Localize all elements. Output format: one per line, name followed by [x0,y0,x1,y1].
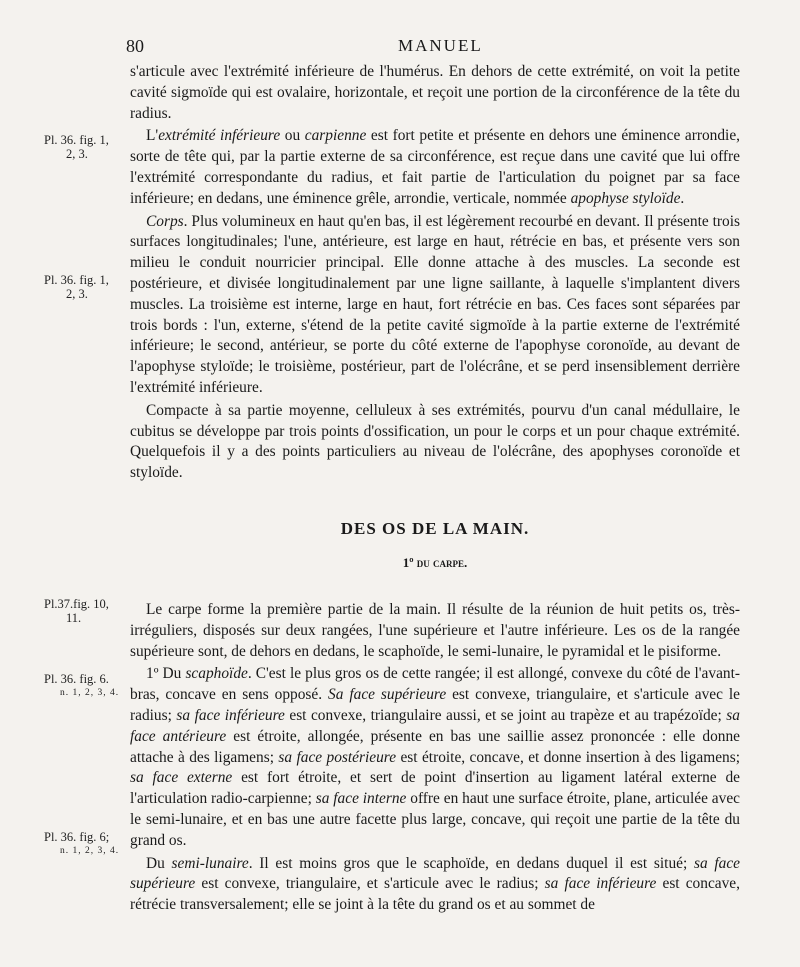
margin-note [44,273,126,301]
margin-note-line: Pl. 36. fig. 1, [44,273,109,287]
paragraph: Compacte à sa partie moyenne, celluleux à ses extrémités, pourvu d'un canal médullaire, le cubitus se développe par trois points d'ossification, un pour le corps et un pour chaque extrémité. Quelquefois il y a des points particuliers au niveau de l'olécrâne, des apophyses coronoïde et styloïde. [130,401,740,482]
margin-note-line: Pl. 36. fig. 6; [44,830,110,844]
margin-note [44,672,126,700]
margin-note-line: 2, 3. [66,287,88,301]
paragraph: L'extrémité inférieure ou carpienne est fort petite et présente en dehors une éminence arrondie, sorte de tête qui, par la partie externe de sa circonférence, est reçue dans une cavité que lui offre l'extrémité correspondante du radius, et fait partie de l'articulation du poignet par sa face inférieure; en dedans, une éminence grêle, arrondie, verticale, nommée apophyse styloïde. [130,127,741,207]
subsection-heading: 1º du carpe. [402,554,468,570]
paragraph: s'articule avec l'extrémité inférieure de l'humérus. En dehors de cette extrémité, on voit la petite cavité sigmoïde qui est ovalaire, horizontale, et reçoit une portion de la circonférence de la tête du radius. [130,63,740,122]
paragraph: Du semi-lunaire. Il est moins gros que le scaphoïde, en dedans duquel il est situé; sa face supérieure est convexe, triangulaire, et s'articule avec le radius; sa face inférieure est concave, rétrécie transversalement; elle se joint à la tête du grand os et au sommet de [130,854,740,914]
margin-note-line: 2, 3. [66,147,88,161]
margin-note [44,597,126,625]
margin-note-line: n. 1, 2, 3, 4. [60,846,120,856]
page-number: 80 [126,36,144,56]
margin-note [44,830,126,858]
margin-note-line: Pl. 36. fig. 1, [44,133,109,147]
margin-note-line: Pl.37.fig. 10, [44,597,109,611]
page-header [0,36,800,60]
margin-note-line: Pl. 36. fig. 6. [44,672,109,686]
paragraph: Le carpe forme la première partie de la main. Il résulte de la réunion de huit petits os, très-irréguliers, disposés sur deux rangées, l'une supérieure et l'autre inférieure. Les os de la rangée supérieure sont, de dehors en dedans, le scaphoïde, le semi-lunaire, le pyramidal et le pisiforme. [130,600,740,660]
margin-note [44,133,126,161]
page-body [130,62,740,916]
paragraph: 1º Du scaphoïde. C'est le plus gros os de cette rangée; il est allongé, convexe du côté de l'avant-bras, concave en sens opposé. Sa face supérieure est convexe, triangulaire, et s'articule avec le radius; sa face inférieure est convexe, triangulaire aussi, et se joint au trapèze et au trapézoïde; sa face antérieure est étroite, allongée, présente en bas une saillie assez prononcée : elle donne attache à des ligamens; sa face postérieure est étroite, concave, et donne insertion à des ligamens; sa face externe est fort étroite, et sert de point d'insertion au ligament latéral externe de l'articulation radio-carpienne; sa face interne offre en haut une surface étroite, plane, articulée avec le semi-lunaire, et en bas une autre facette plus large, concave, qui reçoit une partie de la tête du grand os. [130,665,740,849]
running-title: MANUEL [398,36,483,55]
margin-note-line: 11. [66,611,82,625]
paragraph: Corps. Plus volumineux en haut qu'en bas, il est légèrement recourbé en devant. Il présente trois surfaces longitudinales; l'une, antérieure, est large en haut, rétrécie en bas, et présente vers son milieu le conduit nourricier principal. Elle donne attache à des muscles. La seconde est postérieure, et divisée longitudinalement par une ligne saillante, à laquelle s'implantent divers muscles. La troisième est interne, large en haut, fort rétrécie en bas. Ces faces sont séparées par trois bords : l'un, externe, s'étend de la petite cavité sigmoïde à la partie externe de l'extrémité inférieure; le second, antérieur, se porte du côté externe de l'apophyse coronoïde, au devant de l'apophyse styloïde; le troisième, postérieur, part de l'olécrâne, et se perd insensiblement derrière l'extrémité inférieure. [130,212,740,396]
margin-note-line: n. 1, 2, 3, 4. [60,688,120,698]
section-heading: DES OS DE LA MAIN. [340,518,530,538]
